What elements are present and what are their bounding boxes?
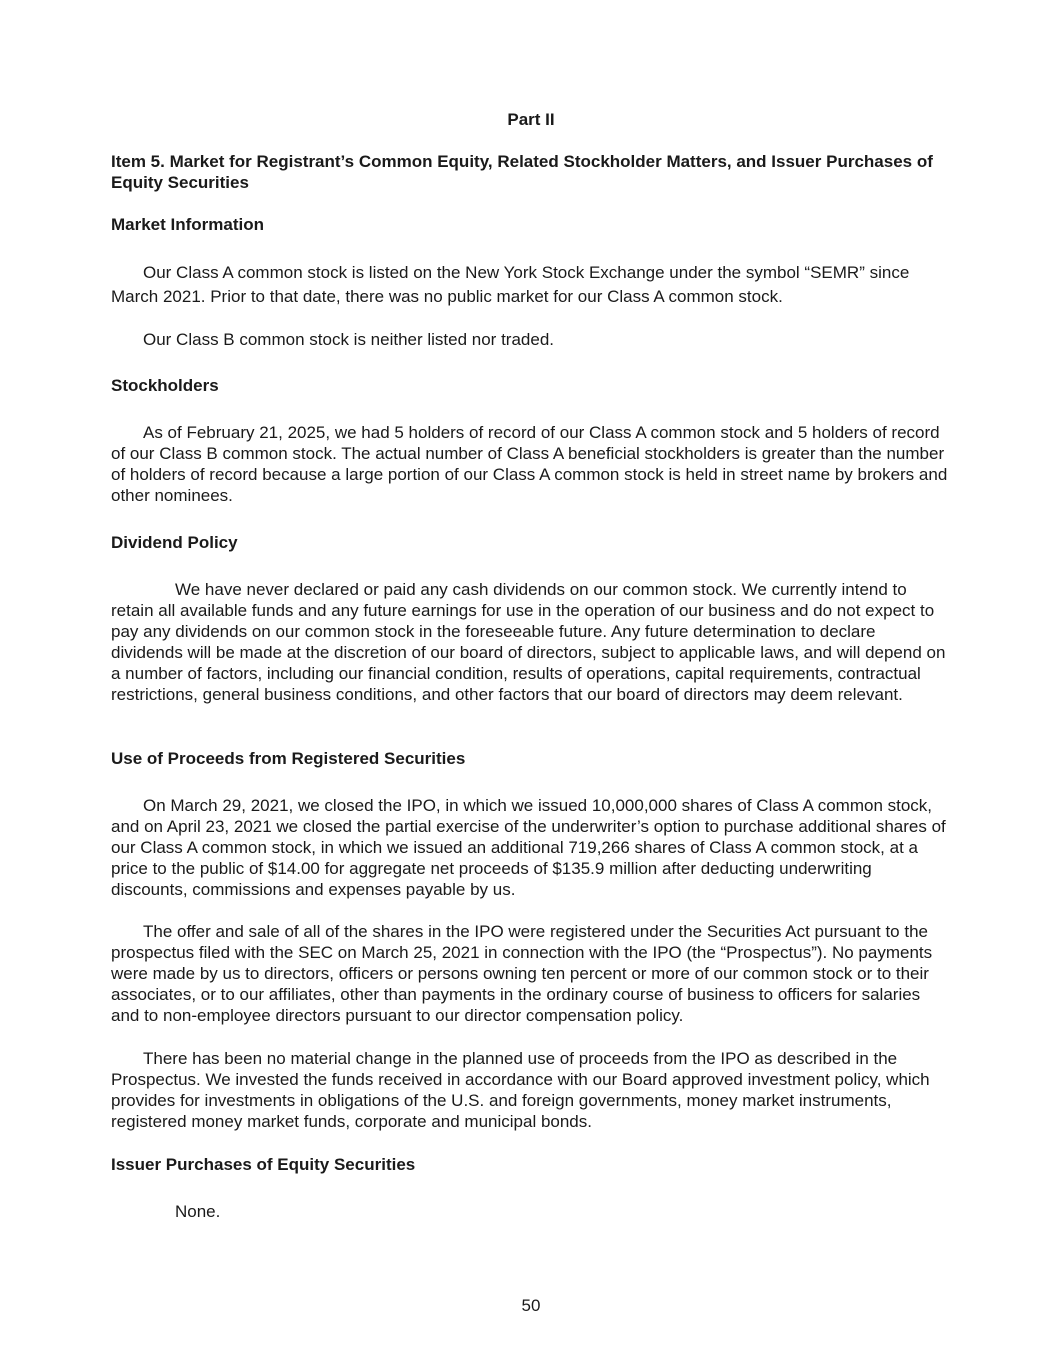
heading-dividend-policy: Dividend Policy xyxy=(111,533,238,552)
page-number: 50 xyxy=(521,1296,541,1315)
part-title: Part II xyxy=(507,110,555,129)
item-title: Item 5. Market for Registrant’s Common Equity, Related Stockholder Matters, and Issuer Purchases of Equity Securities xyxy=(111,152,933,192)
heading-use-of-proceeds: Use of Proceeds from Registered Securities xyxy=(111,749,466,768)
paragraph-market-information-2: Our Class B common stock is neither listed nor traded. xyxy=(143,330,554,349)
paragraph-issuer-purchases-1: None. xyxy=(175,1202,221,1221)
heading-stockholders: Stockholders xyxy=(111,376,219,395)
paragraph-dividend-policy-1: We have never declared or paid any cash dividends on our common stock. We currently intend to retain all available funds and any future earnings for use in the operation of our business and do not expect to pay any dividends on our common stock in the foreseeable future. Any future determination to declare dividends will be made at the discretion of our board of directors, subject to applicable laws, and will depend on a number of factors, including our financial condition, results of operations, capital requirements, contractual restrictions, general business conditions, and other factors that our board of directors may deem relevant. xyxy=(111,580,946,704)
paragraph-use-of-proceeds-1: On March 29, 2021, we closed the IPO, in which we issued 10,000,000 shares of Class A common stock, and on April 23, 2021 we closed the partial exercise of the underwriter’s option to purchase additional shares of our Class A common stock, in which we issued an additional 719,266 shares of Class A common stock, at a price to the public of $14.00 for aggregate net proceeds of $135.9 million after deducting underwriting discounts, commissions and expenses payable by us. xyxy=(111,796,946,899)
heading-issuer-purchases: Issuer Purchases of Equity Securities xyxy=(111,1155,416,1174)
paragraph-use-of-proceeds-3: There has been no material change in the planned use of proceeds from the IPO as described in the Prospectus. We invested the funds received in accordance with our Board approved investment policy, which provides for investments in obligations of the U.S. and foreign governments, money market instruments, registered money market funds, corporate and municipal bonds. xyxy=(111,1049,930,1131)
heading-market-information: Market Information xyxy=(111,215,265,234)
paragraph-market-information-1: Our Class A common stock is listed on the New York Stock Exchange under the symbol “SEMR” since March 2021. Prior to that date, there was no public market for our Class A common stock. xyxy=(111,263,910,306)
paragraph-stockholders-1: As of February 21, 2025, we had 5 holders of record of our Class A common stock and 5 holders of record of our Class B common stock. The actual number of Class A beneficial stockholders is greater than the number of holders of record because a large portion of our Class A common stock is held in street name by brokers and other nominees. xyxy=(111,423,948,505)
paragraph-use-of-proceeds-2: The offer and sale of all of the shares in the IPO were registered under the Securities Act pursuant to the prospectus filed with the SEC on March 25, 2021 in connection with the IPO (the “Prospectus”). No payments were made by us to directors, officers or persons owning ten percent or more of our common stock or to their associates, or to our affiliates, other than payments in the ordinary course of business to officers for salaries and to non-employee directors pursuant to our director compensation policy. xyxy=(111,922,933,1025)
